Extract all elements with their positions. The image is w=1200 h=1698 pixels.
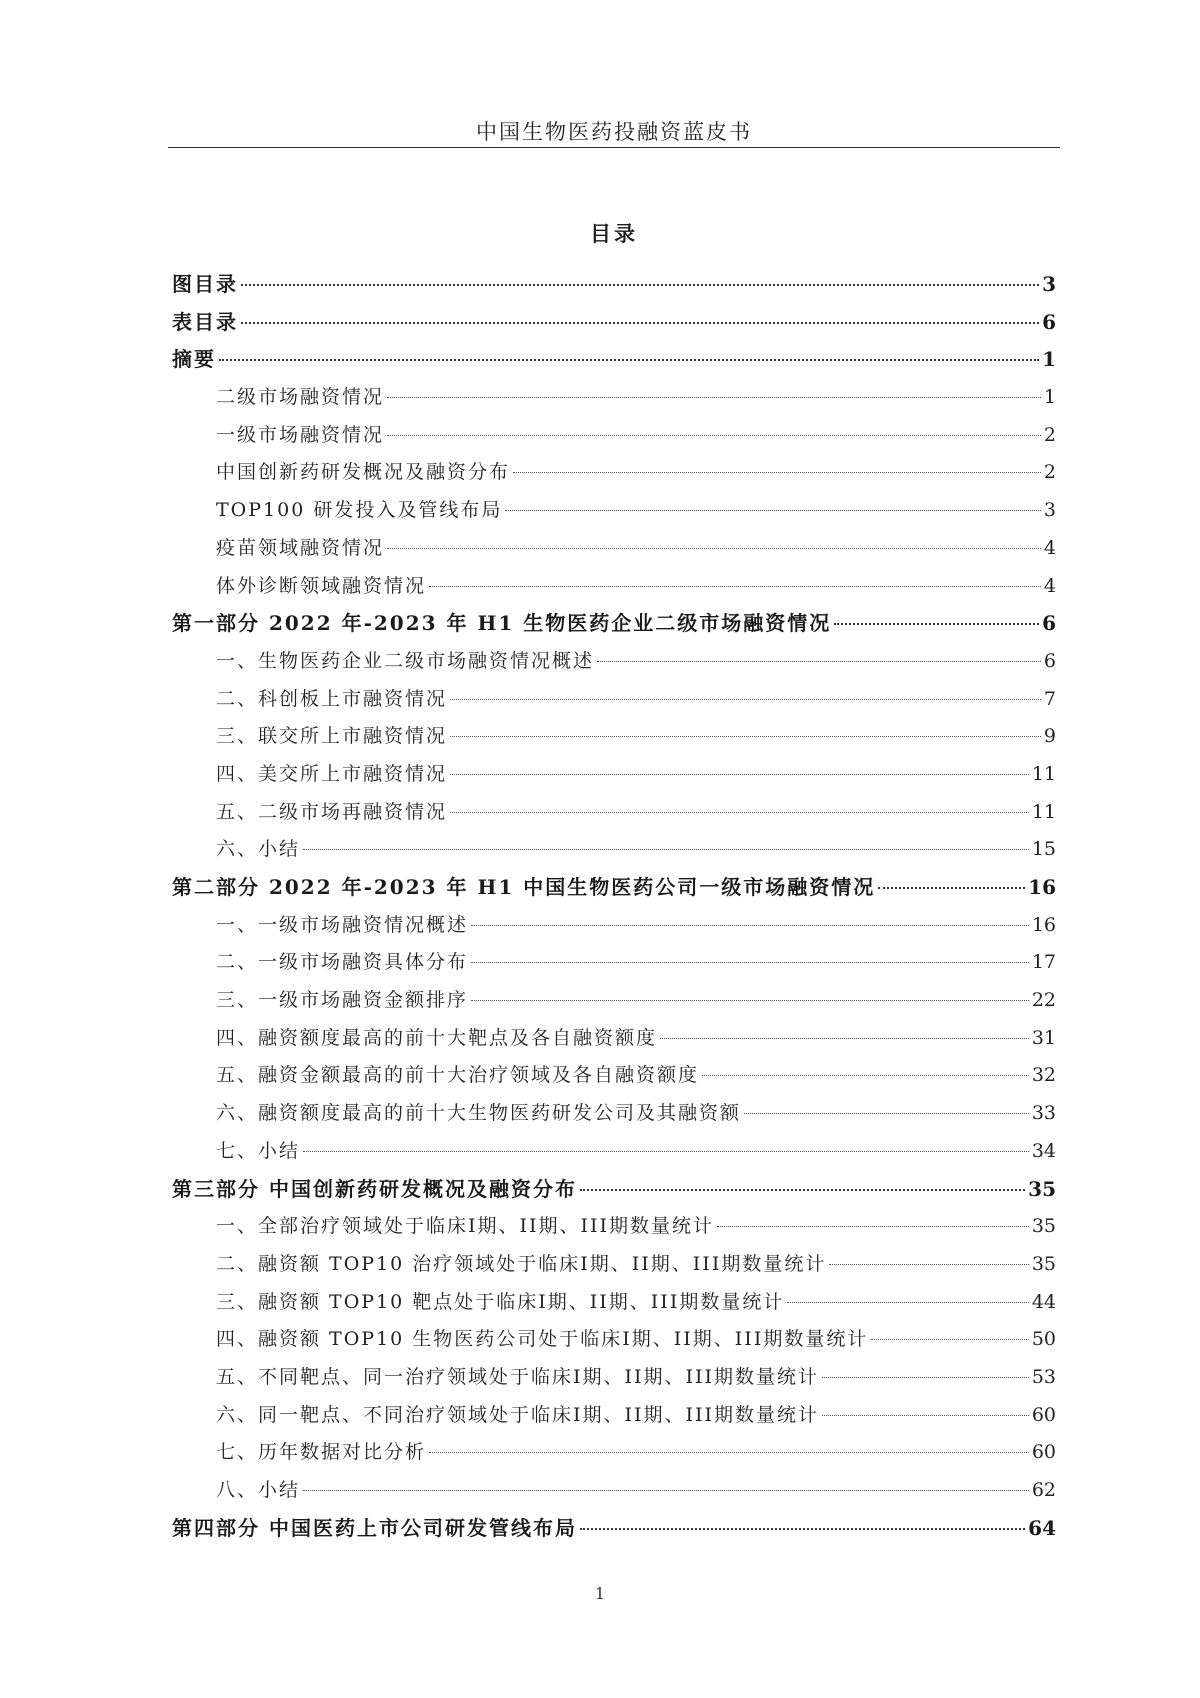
toc-dot-leader [450, 774, 1029, 775]
toc-entry-page: 15 [1031, 838, 1056, 861]
table-of-contents [172, 266, 1056, 1547]
toc-dot-leader [429, 586, 1041, 587]
toc-dot-leader [303, 849, 1029, 850]
toc-dot-leader [471, 962, 1029, 963]
toc-entry-page: 33 [1031, 1102, 1056, 1125]
toc-dot-leader [787, 1302, 1028, 1303]
toc-entry-page: 60 [1031, 1441, 1056, 1464]
toc-entry-text: 第一部分 2022 年-2023 年 H1 生物医药企业二级市场融资情况 [172, 611, 832, 636]
toc-entry-page: 31 [1031, 1026, 1056, 1049]
toc-entry-text: 第三部分 中国创新药研发概况及融资分布 [172, 1176, 577, 1201]
toc-entry-text: 一级市场融资情况 [216, 423, 385, 446]
toc-entry-text: 一、全部治疗领域处于临床I期、II期、III期数量统计 [216, 1215, 715, 1238]
toc-entry[interactable] [172, 605, 1056, 643]
toc-entry-text: TOP100 研发投入及管线布局 [216, 499, 503, 522]
toc-dot-leader [878, 887, 1025, 889]
toc-dot-leader [387, 435, 1041, 436]
toc-entry-page: 3 [1043, 499, 1056, 522]
toc-entry[interactable] [172, 1095, 1056, 1133]
toc-entry[interactable] [172, 944, 1056, 982]
toc-dot-leader [829, 1264, 1028, 1265]
toc-entry-page: 16 [1031, 913, 1056, 936]
toc-dot-leader [303, 1490, 1029, 1491]
toc-entry[interactable] [172, 454, 1056, 492]
toc-entry-text: 六、融资额度最高的前十大生物医药研发公司及其融资额 [216, 1102, 742, 1125]
toc-dot-leader [597, 661, 1041, 662]
toc-entry[interactable] [172, 341, 1056, 379]
toc-entry[interactable] [172, 1208, 1056, 1246]
toc-entry-text: 疫苗领域融资情况 [216, 536, 385, 559]
toc-entry-text: 四、美交所上市融资情况 [216, 762, 448, 785]
toc-entry-page: 35 [1031, 1252, 1056, 1275]
toc-entry[interactable] [172, 379, 1056, 417]
toc-title: 目录 [590, 221, 638, 246]
toc-entry-text: 二级市场融资情况 [216, 386, 385, 409]
toc-dot-leader [303, 1151, 1029, 1152]
toc-dot-leader [450, 699, 1041, 700]
toc-entry[interactable] [172, 1133, 1056, 1171]
toc-entry[interactable] [172, 982, 1056, 1020]
toc-entry[interactable] [172, 794, 1056, 832]
toc-entry-page: 1 [1042, 347, 1056, 372]
toc-dot-leader [822, 1377, 1029, 1378]
toc-entry-text: 一、一级市场融资情况概述 [216, 913, 469, 936]
toc-entry[interactable] [172, 266, 1056, 304]
toc-entry-text: 二、科创板上市融资情况 [216, 687, 448, 710]
toc-entry-page: 32 [1031, 1064, 1056, 1087]
toc-entry[interactable] [172, 718, 1056, 756]
toc-entry-text: 四、融资额 TOP10 生物医药公司处于临床I期、II期、III期数量统计 [216, 1328, 869, 1351]
toc-entry-text: 第二部分 2022 年-2023 年 H1 中国生物医药公司一级市场融资情况 [172, 875, 876, 899]
toc-entry-page: 11 [1031, 762, 1056, 785]
page-number: 1 [594, 1584, 606, 1603]
toc-entry-text: 八、小结 [216, 1479, 301, 1501]
toc-entry-page: 2 [1043, 461, 1056, 484]
toc-entry[interactable] [172, 1472, 1056, 1510]
toc-entry-text: 三、联交所上市融资情况 [216, 725, 448, 748]
toc-dot-leader [660, 1038, 1029, 1039]
toc-entry-text: 表目录 [172, 309, 238, 334]
toc-entry-text: 七、历年数据对比分析 [216, 1441, 427, 1464]
toc-dot-leader [513, 472, 1041, 473]
toc-dot-leader [387, 548, 1041, 549]
toc-dot-leader [822, 1415, 1029, 1416]
toc-entry-page: 60 [1031, 1403, 1056, 1426]
toc-entry-page: 17 [1031, 951, 1056, 974]
toc-entry[interactable] [172, 643, 1056, 681]
toc-dot-leader [450, 736, 1041, 737]
toc-dot-leader [717, 1226, 1029, 1227]
toc-dot-leader [429, 1452, 1029, 1453]
toc-entry-page: 44 [1031, 1290, 1056, 1313]
toc-entry-page: 35 [1028, 1176, 1056, 1201]
toc-entry[interactable] [172, 304, 1056, 342]
toc-entry[interactable] [172, 681, 1056, 719]
toc-entry-page: 64 [1028, 1515, 1056, 1540]
toc-entry-text: 五、二级市场再融资情况 [216, 800, 448, 823]
toc-dot-leader [580, 1528, 1025, 1530]
toc-entry[interactable] [172, 568, 1056, 606]
toc-entry-page: 2 [1043, 423, 1056, 446]
toc-dot-leader [505, 510, 1041, 511]
toc-entry-page: 6 [1042, 309, 1056, 334]
toc-entry-text: 六、小结 [216, 838, 301, 861]
toc-entry-text: 图目录 [172, 272, 238, 296]
toc-entry-page: 11 [1031, 800, 1056, 823]
header-rule [168, 147, 1060, 148]
toc-entry-page: 6 [1042, 611, 1056, 636]
toc-entry-text: 二、融资额 TOP10 治疗领域处于临床I期、II期、III期数量统计 [216, 1252, 827, 1275]
toc-dot-leader [702, 1075, 1029, 1076]
toc-dot-leader [580, 1189, 1025, 1191]
toc-dot-leader [871, 1339, 1028, 1340]
toc-entry-text: 四、融资额度最高的前十大靶点及各自融资额度 [216, 1026, 658, 1049]
toc-entry-page: 22 [1031, 989, 1056, 1012]
toc-entry-page: 1 [1043, 386, 1056, 409]
toc-entry-page: 50 [1031, 1328, 1056, 1351]
toc-entry-text: 五、融资金额最高的前十大治疗领域及各自融资额度 [216, 1064, 700, 1087]
toc-entry-page: 6 [1043, 649, 1056, 672]
toc-entry-text: 第四部分 中国医药上市公司研发管线布局 [172, 1515, 577, 1540]
toc-entry-text: 五、不同靶点、同一治疗领域处于临床I期、II期、III期数量统计 [216, 1365, 820, 1388]
toc-entry[interactable] [172, 530, 1056, 568]
toc-entry[interactable] [172, 756, 1056, 794]
toc-entry-page: 7 [1043, 687, 1056, 710]
toc-dot-leader [241, 322, 1039, 324]
toc-entry-page: 9 [1043, 725, 1056, 748]
toc-entry[interactable] [172, 417, 1056, 455]
toc-entry[interactable] [172, 1321, 1056, 1359]
toc-dot-leader [387, 397, 1041, 398]
toc-entry-page: 4 [1043, 536, 1056, 559]
toc-entry[interactable] [172, 1397, 1056, 1435]
toc-entry-text: 体外诊断领域融资情况 [216, 574, 427, 597]
toc-entry-text: 三、一级市场融资金额排序 [216, 989, 469, 1012]
running-header: 中国生物医药投融资蓝皮书 [476, 120, 752, 144]
toc-entry-page: 3 [1042, 272, 1056, 296]
toc-entry[interactable] [172, 1246, 1056, 1284]
toc-entry[interactable] [172, 1434, 1056, 1472]
toc-entry-page: 35 [1031, 1215, 1056, 1238]
toc-dot-leader [450, 812, 1029, 813]
toc-entry-text: 七、小结 [216, 1139, 301, 1162]
toc-dot-leader [744, 1113, 1029, 1114]
toc-dot-leader [471, 1000, 1029, 1001]
toc-entry-page: 53 [1031, 1365, 1056, 1388]
toc-entry[interactable] [172, 1284, 1056, 1322]
toc-dot-leader [834, 623, 1039, 625]
toc-entry-text: 中国创新药研发概况及融资分布 [216, 461, 511, 484]
toc-entry-text: 二、一级市场融资具体分布 [216, 951, 469, 974]
toc-entry[interactable] [172, 1020, 1056, 1058]
toc-entry[interactable] [172, 831, 1056, 869]
toc-entry[interactable] [172, 1359, 1056, 1397]
toc-entry-text: 三、融资额 TOP10 靶点处于临床I期、II期、III期数量统计 [216, 1290, 785, 1313]
toc-dot-leader [241, 284, 1039, 286]
toc-entry[interactable] [172, 492, 1056, 530]
toc-dot-leader [471, 925, 1029, 926]
toc-entry[interactable] [172, 907, 1056, 945]
toc-entry-text: 六、同一靶点、不同治疗领域处于临床I期、II期、III期数量统计 [216, 1403, 820, 1426]
toc-dot-leader [219, 359, 1039, 361]
toc-entry[interactable] [172, 1510, 1056, 1548]
toc-entry[interactable] [172, 1057, 1056, 1095]
toc-entry-text: 一、生物医药企业二级市场融资情况概述 [216, 649, 595, 672]
toc-entry[interactable] [172, 869, 1056, 907]
toc-entry-page: 16 [1028, 875, 1056, 899]
toc-entry-page: 4 [1043, 574, 1056, 597]
toc-entry[interactable] [172, 1171, 1056, 1209]
toc-entry-page: 34 [1031, 1139, 1056, 1162]
toc-entry-page: 62 [1031, 1479, 1056, 1501]
toc-entry-text: 摘要 [172, 347, 216, 372]
